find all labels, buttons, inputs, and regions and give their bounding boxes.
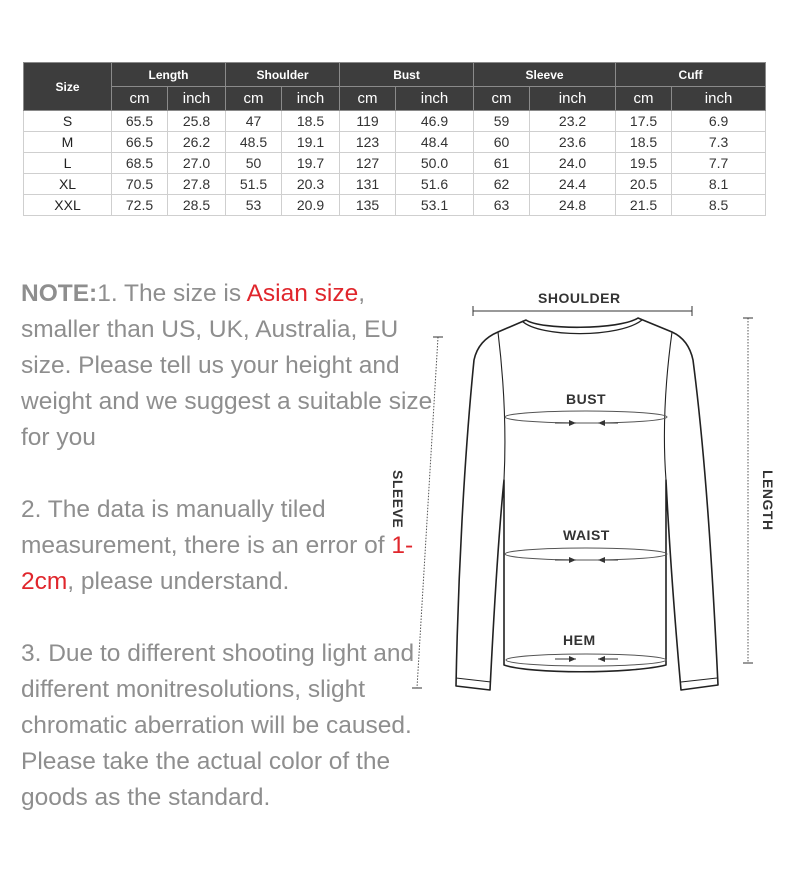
measurement-cell: 24.4 — [530, 174, 616, 195]
size-cell: XL — [24, 174, 112, 195]
measurement-cell: 20.3 — [282, 174, 340, 195]
measurement-cell: 20.9 — [282, 195, 340, 216]
size-row-s — [24, 111, 766, 132]
measurement-cell: 21.5 — [616, 195, 672, 216]
measurement-cell: 25.8 — [168, 111, 226, 132]
measurement-cell: 18.5 — [282, 111, 340, 132]
measurement-cell: 20.5 — [616, 174, 672, 195]
measurement-cell: 72.5 — [112, 195, 168, 216]
size-chart-table — [23, 62, 766, 216]
unit-cm-header: cm — [474, 87, 530, 111]
measurement-cell: 48.4 — [396, 132, 474, 153]
error-range-highlight: 1-2cm — [21, 532, 414, 595]
bust-header: Bust — [340, 63, 474, 87]
bust-label: BUST — [566, 391, 607, 407]
asian-size-highlight: Asian size — [246, 280, 359, 307]
sleeve-header: Sleeve — [474, 63, 616, 87]
note-label: NOTE: — [21, 280, 98, 307]
measurement-cell: 46.9 — [396, 111, 474, 132]
measurement-cell: 135 — [340, 195, 396, 216]
size-column-header: Size — [24, 63, 112, 111]
size-cell: M — [24, 132, 112, 153]
measurement-cell: 60 — [474, 132, 530, 153]
measurement-cell: 53.1 — [396, 195, 474, 216]
measurement-cell: 27.0 — [168, 153, 226, 174]
unit-inch-header: inch — [168, 87, 226, 111]
size-cell: XXL — [24, 195, 112, 216]
measurement-cell: 23.6 — [530, 132, 616, 153]
measurement-cell: 8.1 — [672, 174, 766, 195]
measurement-cell: 68.5 — [112, 153, 168, 174]
note-1-text-a: 1. The size is — [97, 280, 247, 307]
measurement-cell: 17.5 — [616, 111, 672, 132]
measurement-cell: 47 — [226, 111, 282, 132]
size-row-m — [24, 132, 766, 153]
note-1-text-b: , smaller than US, UK, Australia, EU size. Please tell us your height and weight and we suggest a suitable size for you — [21, 280, 433, 451]
size-row-xxl — [24, 195, 766, 216]
measurement-cell: 27.8 — [168, 174, 226, 195]
measurement-cell: 119 — [340, 111, 396, 132]
note-3-text: 3. Due to different shooting light and different monitresolutions, slight chromatic aberration will be caused. Please take the actual color of the goods as the standard. — [21, 640, 415, 811]
unit-cm-header: cm — [616, 87, 672, 111]
unit-cm-header: cm — [340, 87, 396, 111]
measurement-cell: 61 — [474, 153, 530, 174]
length-header: Length — [112, 63, 226, 87]
measurement-cell: 48.5 — [226, 132, 282, 153]
measurement-cell: 19.1 — [282, 132, 340, 153]
unit-inch-header: inch — [396, 87, 474, 111]
waist-label: WAIST — [563, 527, 610, 543]
note-2-text-a: 2. The data is manually tiled measurement, there is an error of — [21, 496, 392, 559]
unit-cm-header: cm — [112, 87, 168, 111]
measurement-cell: 7.3 — [672, 132, 766, 153]
measurement-cell: 19.7 — [282, 153, 340, 174]
hem-label: HEM — [563, 632, 596, 648]
measurement-cell: 51.5 — [226, 174, 282, 195]
measurement-cell: 26.2 — [168, 132, 226, 153]
unit-cm-header: cm — [226, 87, 282, 111]
unit-inch-header: inch — [672, 87, 766, 111]
shirt-measurement-diagram — [380, 280, 790, 710]
sleeve-label: SLEEVE — [390, 470, 406, 529]
measurement-cell: 6.9 — [672, 111, 766, 132]
measurement-cell: 59 — [474, 111, 530, 132]
cuff-header: Cuff — [616, 63, 766, 87]
measurement-cell: 24.8 — [530, 195, 616, 216]
measurement-cell: 66.5 — [112, 132, 168, 153]
measurement-cell: 8.5 — [672, 195, 766, 216]
note-2-text-b: , please understand. — [67, 568, 290, 595]
measurement-cell: 19.5 — [616, 153, 672, 174]
measurement-cell: 7.7 — [672, 153, 766, 174]
measurement-cell: 127 — [340, 153, 396, 174]
measurement-cell: 28.5 — [168, 195, 226, 216]
size-table-body — [24, 111, 766, 216]
shoulder-label: SHOULDER — [538, 290, 621, 306]
size-cell: S — [24, 111, 112, 132]
measurement-cell: 18.5 — [616, 132, 672, 153]
measurement-cell: 65.5 — [112, 111, 168, 132]
measurement-cell: 70.5 — [112, 174, 168, 195]
measurement-cell: 50.0 — [396, 153, 474, 174]
unit-inch-header: inch — [530, 87, 616, 111]
unit-inch-header: inch — [282, 87, 340, 111]
length-label: LENGTH — [760, 470, 776, 531]
measurement-cell: 23.2 — [530, 111, 616, 132]
size-row-xl — [24, 174, 766, 195]
measurement-cell: 62 — [474, 174, 530, 195]
size-row-l — [24, 153, 766, 174]
measurement-cell: 131 — [340, 174, 396, 195]
measurement-cell: 63 — [474, 195, 530, 216]
measurement-cell: 53 — [226, 195, 282, 216]
measurement-cell: 24.0 — [530, 153, 616, 174]
size-cell: L — [24, 153, 112, 174]
shoulder-header: Shoulder — [226, 63, 340, 87]
measurement-cell: 123 — [340, 132, 396, 153]
measurement-cell: 51.6 — [396, 174, 474, 195]
measurement-cell: 50 — [226, 153, 282, 174]
